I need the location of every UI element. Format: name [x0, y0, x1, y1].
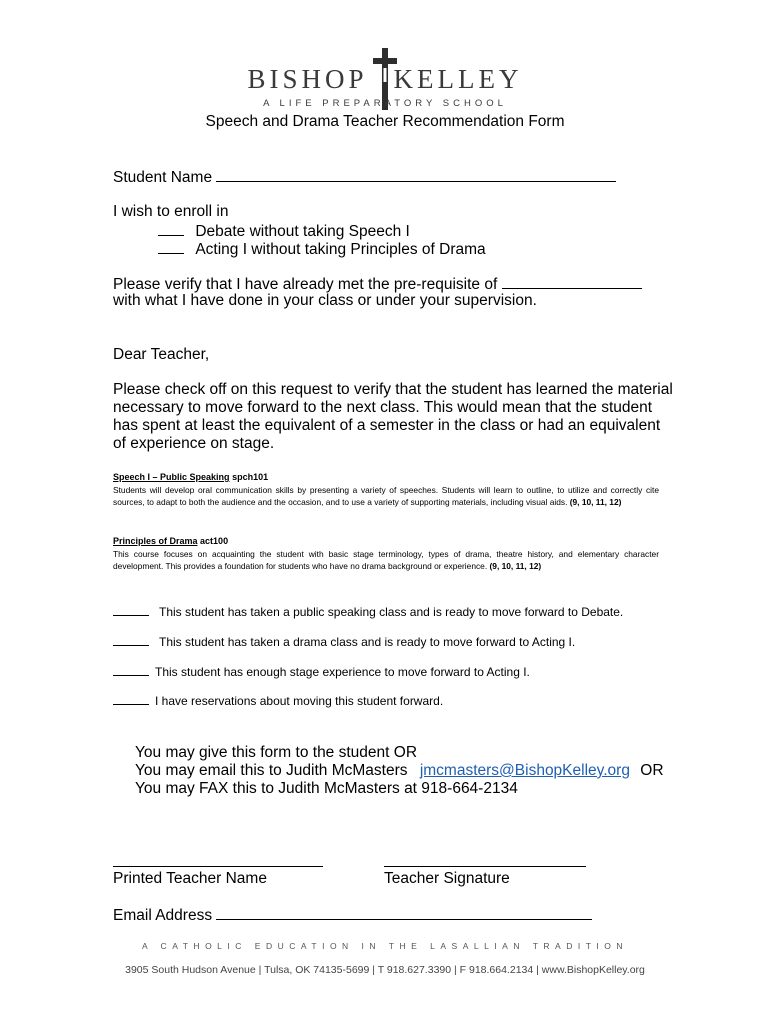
email-address-label: Email Address — [113, 907, 213, 924]
enroll-option-acting — [158, 239, 486, 259]
enroll-acting-label: Acting I without taking Principles of Drama — [195, 241, 486, 258]
logo-tagline: A LIFE PREPARATORY SCHOOL — [263, 98, 507, 109]
course-drama-grades: (9, 10, 11, 12) — [489, 561, 542, 571]
check-item-stage — [113, 664, 530, 679]
course-speech-description: Students will develop oral communication skills by presenting a variety of speeches. Students will learn to outline, to utilize and correctly cite sources, to adapt to both the audience and the occasion, and to use a variety of supporting materials, including visual aids. — [113, 484, 659, 507]
course-speech-name: Speech I – Public Speaking — [113, 472, 230, 482]
check-text-stage: This student has enough stage experience to move forward to Acting I. — [155, 665, 530, 679]
check-text-drama: This student has taken a drama class and is ready to move forward to Acting I. — [159, 635, 576, 649]
logo-word-kelley: KELLEY — [393, 64, 523, 94]
course-drama-description: This course focuses on acquainting the student with basic stage terminology, types of drama, theatre history, and elementary character development. This provides a foundation for students who have no drama background or experience. — [113, 548, 659, 571]
salutation: Dear Teacher, — [113, 346, 210, 363]
logo-word-bishop: BISHOP — [247, 64, 368, 94]
enroll-debate-label: Debate without taking Speech I — [195, 223, 410, 240]
footer-tagline: A CATHOLIC EDUCATION IN THE LASALLIAN TRADITION — [142, 941, 628, 951]
email-address-field[interactable] — [216, 905, 592, 920]
email-address-row — [113, 905, 592, 925]
verify-line-1 — [113, 274, 642, 294]
return-option-student: You may give this form to the student OR — [135, 744, 418, 761]
signature-field[interactable] — [384, 866, 586, 867]
signature-label: Teacher Signature — [384, 870, 510, 887]
verify-line-2: with what I have done in your class or under your supervision. — [113, 292, 537, 309]
check-item-debate — [113, 604, 623, 619]
course-drama-code: act100 — [200, 536, 229, 546]
return-option-fax: You may FAX this to Judith McMasters at 918-664-2134 — [135, 780, 518, 797]
check-line-debate[interactable] — [113, 604, 149, 616]
check-line-reservations[interactable] — [113, 693, 149, 705]
course-speech — [113, 471, 659, 509]
footer-address: 3905 South Hudson Avenue | Tulsa, OK 74135-5699 | T 918.627.3390 | F 918.664.2134 | www.BishopKelley.org — [125, 964, 645, 976]
student-name-label: Student Name — [113, 169, 213, 186]
school-logo-name — [0, 64, 770, 95]
return-email-suffix: OR — [640, 762, 664, 779]
check-item-reservations — [113, 693, 443, 708]
student-name-field[interactable] — [216, 167, 616, 182]
enroll-option-debate — [158, 221, 410, 241]
return-option-email — [135, 762, 664, 780]
student-name-row — [113, 167, 616, 187]
check-line-drama[interactable] — [113, 634, 149, 646]
return-email-prefix: You may email this to Judith McMasters — [135, 762, 408, 779]
prerequisite-field[interactable] — [502, 274, 642, 289]
printed-name-label: Printed Teacher Name — [113, 870, 267, 887]
enroll-acting-checkline[interactable] — [158, 239, 184, 254]
course-speech-code: spch101 — [232, 472, 269, 482]
enroll-intro: I wish to enroll in — [113, 203, 229, 220]
course-drama-name: Principles of Drama — [113, 536, 198, 546]
check-text-reservations: I have reservations about moving this student forward. — [155, 694, 444, 708]
course-drama — [113, 535, 659, 573]
check-text-debate: This student has taken a public speaking class and is ready to move forward to Debate. — [159, 605, 624, 619]
check-line-stage[interactable] — [113, 664, 149, 676]
enroll-debate-checkline[interactable] — [158, 221, 184, 236]
check-item-drama — [113, 634, 575, 649]
course-speech-grades: (9, 10, 11, 12) — [569, 497, 622, 507]
form-title: Speech and Drama Teacher Recommendation Form — [205, 113, 565, 130]
verify-text-1: Please verify that I have already met the pre-requisite of — [113, 276, 498, 293]
request-paragraph: Please check off on this request to verify that the student has learned the material necessary to move forward to the next class. This would mean that the student has spent at least the equivalent of a semester in the class or had an equivalent of experience on stage. — [113, 381, 673, 452]
printed-name-field[interactable] — [113, 866, 323, 867]
email-link[interactable]: jmcmasters@BishopKelley.org — [419, 762, 630, 779]
